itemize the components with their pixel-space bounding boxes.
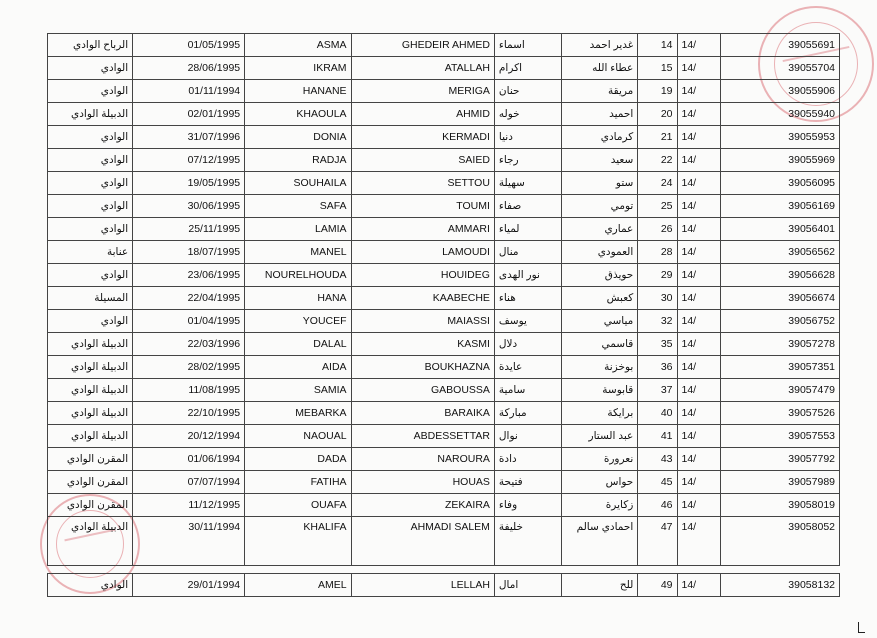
first-name-latin-cell: AIDA — [245, 356, 351, 379]
birth-date-cell: 11/08/1995 — [133, 379, 245, 402]
birth-place-cell: الوادي — [48, 574, 133, 597]
last-name-latin-cell: MAIASSI — [351, 310, 494, 333]
group-code-cell: 14/ — [677, 57, 721, 80]
last-name-arabic-cell: احمادي سالم — [562, 517, 638, 566]
row-number-cell: 19 — [638, 80, 677, 103]
first-name-latin-cell: DALAL — [245, 333, 351, 356]
birth-date-cell: 28/06/1995 — [133, 57, 245, 80]
last-name-arabic-cell: احميد — [562, 103, 638, 126]
first-name-arabic-cell: وفاء — [494, 494, 561, 517]
last-name-latin-cell: KASMI — [351, 333, 494, 356]
row-number-cell: 36 — [638, 356, 677, 379]
last-name-latin-cell: NAROURA — [351, 448, 494, 471]
last-name-latin-cell: ATALLAH — [351, 57, 494, 80]
table-row — [48, 471, 840, 494]
row-number-cell: 40 — [638, 402, 677, 425]
registration-id-cell: 39058132 — [721, 574, 840, 597]
last-name-arabic-cell: تومي — [562, 195, 638, 218]
first-name-latin-cell: OUAFA — [245, 494, 351, 517]
table-row — [48, 241, 840, 264]
birth-date-cell: 29/01/1994 — [133, 574, 245, 597]
row-number-cell: 29 — [638, 264, 677, 287]
first-name-latin-cell: MANEL — [245, 241, 351, 264]
first-name-arabic-cell: فتيحة — [494, 471, 561, 494]
birth-place-cell: الوادي — [48, 80, 133, 103]
student-roster-table — [47, 33, 840, 597]
page-corner-mark — [858, 622, 865, 633]
first-name-arabic-cell: عايدة — [494, 356, 561, 379]
last-name-arabic-cell: مريقة — [562, 80, 638, 103]
last-name-arabic-cell: عماري — [562, 218, 638, 241]
last-name-latin-cell: AHMADI SALEM — [351, 517, 494, 566]
first-name-arabic-cell: دنيا — [494, 126, 561, 149]
registration-id-cell: 39057989 — [721, 471, 840, 494]
spacer-cell — [133, 566, 245, 574]
spacer-cell — [494, 566, 561, 574]
birth-place-cell: الوادي — [48, 218, 133, 241]
row-number-cell: 20 — [638, 103, 677, 126]
first-name-arabic-cell: خوله — [494, 103, 561, 126]
first-name-arabic-cell: دلال — [494, 333, 561, 356]
registration-id-cell: 39058052 — [721, 517, 840, 566]
last-name-arabic-cell: برايكة — [562, 402, 638, 425]
registration-id-cell: 39057479 — [721, 379, 840, 402]
row-number-cell: 43 — [638, 448, 677, 471]
spacer-cell — [677, 566, 721, 574]
last-name-latin-cell: KERMADI — [351, 126, 494, 149]
first-name-latin-cell: KHAOULA — [245, 103, 351, 126]
last-name-arabic-cell: عطاء الله — [562, 57, 638, 80]
birth-place-cell: الوادي — [48, 126, 133, 149]
registration-id-cell: 39057526 — [721, 402, 840, 425]
birth-place-cell: الوادي — [48, 264, 133, 287]
last-name-latin-cell: BOUKHAZNA — [351, 356, 494, 379]
birth-place-cell: الدبيلة الوادي — [48, 356, 133, 379]
group-code-cell: 14/ — [677, 80, 721, 103]
last-name-arabic-cell: العمودي — [562, 241, 638, 264]
birth-place-cell: الدبيلة الوادي — [48, 379, 133, 402]
first-name-arabic-cell: نور الهدى — [494, 264, 561, 287]
spacer-cell — [48, 566, 133, 574]
last-name-arabic-cell: كرمادي — [562, 126, 638, 149]
last-name-latin-cell: ZEKAIRA — [351, 494, 494, 517]
first-name-arabic-cell: دادة — [494, 448, 561, 471]
group-code-cell: 14/ — [677, 287, 721, 310]
last-name-latin-cell: GABOUSSA — [351, 379, 494, 402]
birth-place-cell: المقرن الوادي — [48, 494, 133, 517]
birth-date-cell: 01/05/1995 — [133, 34, 245, 57]
table-row — [48, 310, 840, 333]
birth-place-cell: الدبيلة الوادي — [48, 517, 133, 566]
table-row — [48, 448, 840, 471]
birth-date-cell: 07/07/1994 — [133, 471, 245, 494]
birth-place-cell: المسيلة — [48, 287, 133, 310]
first-name-latin-cell: IKRAM — [245, 57, 351, 80]
registration-id-cell: 39057553 — [721, 425, 840, 448]
registration-id-cell: 39058019 — [721, 494, 840, 517]
last-name-latin-cell: TOUMI — [351, 195, 494, 218]
group-code-cell: 14/ — [677, 195, 721, 218]
first-name-latin-cell: MEBARKA — [245, 402, 351, 425]
group-code-cell: 14/ — [677, 103, 721, 126]
last-name-latin-cell: GHEDEIR AHMED — [351, 34, 494, 57]
last-name-latin-cell: ABDESSETTAR — [351, 425, 494, 448]
birth-date-cell: 07/12/1995 — [133, 149, 245, 172]
birth-place-cell: الوادي — [48, 310, 133, 333]
last-name-arabic-cell: عبد الستار — [562, 425, 638, 448]
first-name-arabic-cell: نوال — [494, 425, 561, 448]
table-row — [48, 356, 840, 379]
last-name-arabic-cell: مياسي — [562, 310, 638, 333]
spacer-cell — [245, 566, 351, 574]
row-number-cell: 15 — [638, 57, 677, 80]
row-number-cell: 26 — [638, 218, 677, 241]
first-name-latin-cell: ASMA — [245, 34, 351, 57]
birth-place-cell: الوادي — [48, 57, 133, 80]
row-number-cell: 21 — [638, 126, 677, 149]
table-row — [48, 402, 840, 425]
birth-date-cell: 22/10/1995 — [133, 402, 245, 425]
group-code-cell: 14/ — [677, 494, 721, 517]
last-name-arabic-cell: قاسمي — [562, 333, 638, 356]
table-row — [48, 425, 840, 448]
group-code-cell: 14/ — [677, 356, 721, 379]
row-number-cell: 28 — [638, 241, 677, 264]
first-name-latin-cell: SOUHAILA — [245, 172, 351, 195]
first-name-arabic-cell: خليفة — [494, 517, 561, 566]
birth-place-cell: الدبيلة الوادي — [48, 425, 133, 448]
birth-date-cell: 30/11/1994 — [133, 517, 245, 566]
row-number-cell: 41 — [638, 425, 677, 448]
first-name-arabic-cell: لمياء — [494, 218, 561, 241]
first-name-latin-cell: SAFA — [245, 195, 351, 218]
last-name-arabic-cell: حويذق — [562, 264, 638, 287]
last-name-arabic-cell: سعيد — [562, 149, 638, 172]
registration-id-cell: 39055704 — [721, 57, 840, 80]
first-name-arabic-cell: هناء — [494, 287, 561, 310]
group-code-cell: 14/ — [677, 574, 721, 597]
table-row — [48, 80, 840, 103]
spacer-cell — [638, 566, 677, 574]
birth-place-cell: عنابة — [48, 241, 133, 264]
group-code-cell: 14/ — [677, 517, 721, 566]
birth-date-cell: 28/02/1995 — [133, 356, 245, 379]
birth-date-cell: 01/04/1995 — [133, 310, 245, 333]
first-name-arabic-cell: منال — [494, 241, 561, 264]
first-name-arabic-cell: يوسف — [494, 310, 561, 333]
last-name-arabic-cell: ستو — [562, 172, 638, 195]
birth-date-cell: 20/12/1994 — [133, 425, 245, 448]
first-name-latin-cell: KHALIFA — [245, 517, 351, 566]
birth-place-cell: الوادي — [48, 172, 133, 195]
first-name-latin-cell: NOURELHOUDA — [245, 264, 351, 287]
first-name-latin-cell: HANA — [245, 287, 351, 310]
group-code-cell: 14/ — [677, 402, 721, 425]
first-name-arabic-cell: رجاء — [494, 149, 561, 172]
table-row — [48, 379, 840, 402]
first-name-latin-cell: DADA — [245, 448, 351, 471]
registration-id-cell: 39056169 — [721, 195, 840, 218]
registration-id-cell: 39057351 — [721, 356, 840, 379]
last-name-latin-cell: KAABECHE — [351, 287, 494, 310]
last-name-arabic-cell: بوخزنة — [562, 356, 638, 379]
group-code-cell: 14/ — [677, 425, 721, 448]
first-name-latin-cell: HANANE — [245, 80, 351, 103]
last-name-arabic-cell: قابوسة — [562, 379, 638, 402]
birth-place-cell: الدبيلة الوادي — [48, 402, 133, 425]
registration-id-cell: 39057792 — [721, 448, 840, 471]
last-name-latin-cell: SAIED — [351, 149, 494, 172]
group-code-cell: 14/ — [677, 172, 721, 195]
birth-place-cell: المقرن الوادي — [48, 448, 133, 471]
birth-date-cell: 18/07/1995 — [133, 241, 245, 264]
registration-id-cell: 39056401 — [721, 218, 840, 241]
row-number-cell: 46 — [638, 494, 677, 517]
last-name-latin-cell: AHMID — [351, 103, 494, 126]
table-row — [48, 34, 840, 57]
table-row — [48, 172, 840, 195]
birth-date-cell: 30/06/1995 — [133, 195, 245, 218]
registration-id-cell: 39056752 — [721, 310, 840, 333]
group-code-cell: 14/ — [677, 471, 721, 494]
registration-id-cell: 39055969 — [721, 149, 840, 172]
group-code-cell: 14/ — [677, 241, 721, 264]
last-name-latin-cell: BARAIKA — [351, 402, 494, 425]
table-row — [48, 126, 840, 149]
roster-body — [48, 34, 840, 597]
registration-id-cell: 39056674 — [721, 287, 840, 310]
group-code-cell: 14/ — [677, 333, 721, 356]
table-row — [48, 218, 840, 241]
birth-place-cell: المقرن الوادي — [48, 471, 133, 494]
birth-date-cell: 22/03/1996 — [133, 333, 245, 356]
first-name-latin-cell: FATIHA — [245, 471, 351, 494]
group-code-cell: 14/ — [677, 448, 721, 471]
first-name-arabic-cell: حنان — [494, 80, 561, 103]
last-name-arabic-cell: زكايرة — [562, 494, 638, 517]
registration-id-cell: 39056628 — [721, 264, 840, 287]
table-row — [48, 574, 840, 597]
last-name-latin-cell: LAMOUDI — [351, 241, 494, 264]
group-code-cell: 14/ — [677, 126, 721, 149]
row-number-cell: 35 — [638, 333, 677, 356]
spacer-cell — [721, 566, 840, 574]
first-name-latin-cell: DONIA — [245, 126, 351, 149]
row-number-cell: 25 — [638, 195, 677, 218]
last-name-latin-cell: HOUIDEG — [351, 264, 494, 287]
row-number-cell: 22 — [638, 149, 677, 172]
table-row — [48, 195, 840, 218]
group-code-cell: 14/ — [677, 379, 721, 402]
birth-date-cell: 19/05/1995 — [133, 172, 245, 195]
spacer-cell — [562, 566, 638, 574]
row-number-cell: 49 — [638, 574, 677, 597]
table-row — [48, 264, 840, 287]
birth-date-cell: 31/07/1996 — [133, 126, 245, 149]
first-name-arabic-cell: سهيلة — [494, 172, 561, 195]
row-number-cell: 24 — [638, 172, 677, 195]
last-name-arabic-cell: نعرورة — [562, 448, 638, 471]
last-name-arabic-cell: للح — [562, 574, 638, 597]
registration-id-cell: 39055940 — [721, 103, 840, 126]
last-name-latin-cell: AMMARI — [351, 218, 494, 241]
registration-id-cell: 39055953 — [721, 126, 840, 149]
table-row — [48, 149, 840, 172]
table-row — [48, 333, 840, 356]
last-name-latin-cell: MERIGA — [351, 80, 494, 103]
birth-date-cell: 11/12/1995 — [133, 494, 245, 517]
registration-id-cell: 39055906 — [721, 80, 840, 103]
table-row — [48, 517, 840, 566]
group-code-cell: 14/ — [677, 149, 721, 172]
row-number-cell: 47 — [638, 517, 677, 566]
first-name-arabic-cell: امال — [494, 574, 561, 597]
birth-date-cell: 22/04/1995 — [133, 287, 245, 310]
last-name-latin-cell: SETTOU — [351, 172, 494, 195]
first-name-arabic-cell: اسماء — [494, 34, 561, 57]
first-name-arabic-cell: مباركة — [494, 402, 561, 425]
birth-place-cell: الدبيلة الوادي — [48, 333, 133, 356]
birth-place-cell: الوادي — [48, 195, 133, 218]
table-row — [48, 287, 840, 310]
birth-date-cell: 23/06/1995 — [133, 264, 245, 287]
first-name-arabic-cell: صفاء — [494, 195, 561, 218]
row-number-cell: 45 — [638, 471, 677, 494]
spacer-cell — [351, 566, 494, 574]
last-name-arabic-cell: حواس — [562, 471, 638, 494]
row-spacer — [48, 566, 840, 574]
first-name-latin-cell: SAMIA — [245, 379, 351, 402]
birth-place-cell: الرباح الوادي — [48, 34, 133, 57]
registration-id-cell: 39055691 — [721, 34, 840, 57]
last-name-latin-cell: LELLAH — [351, 574, 494, 597]
group-code-cell: 14/ — [677, 264, 721, 287]
first-name-latin-cell: NAOUAL — [245, 425, 351, 448]
birth-date-cell: 02/01/1995 — [133, 103, 245, 126]
first-name-arabic-cell: سامية — [494, 379, 561, 402]
first-name-arabic-cell: اكرام — [494, 57, 561, 80]
first-name-latin-cell: RADJA — [245, 149, 351, 172]
last-name-arabic-cell: كعبش — [562, 287, 638, 310]
group-code-cell: 14/ — [677, 34, 721, 57]
row-number-cell: 37 — [638, 379, 677, 402]
last-name-arabic-cell: غدير احمد — [562, 34, 638, 57]
birth-date-cell: 01/06/1994 — [133, 448, 245, 471]
registration-id-cell: 39056562 — [721, 241, 840, 264]
registration-id-cell: 39056095 — [721, 172, 840, 195]
table-row — [48, 57, 840, 80]
group-code-cell: 14/ — [677, 218, 721, 241]
birth-date-cell: 25/11/1995 — [133, 218, 245, 241]
row-number-cell: 30 — [638, 287, 677, 310]
birth-place-cell: الوادي — [48, 149, 133, 172]
first-name-latin-cell: LAMIA — [245, 218, 351, 241]
registration-id-cell: 39057278 — [721, 333, 840, 356]
first-name-latin-cell: AMEL — [245, 574, 351, 597]
row-number-cell: 32 — [638, 310, 677, 333]
table-row — [48, 494, 840, 517]
birth-place-cell: الدبيلة الوادي — [48, 103, 133, 126]
first-name-latin-cell: YOUCEF — [245, 310, 351, 333]
row-number-cell: 14 — [638, 34, 677, 57]
table-row — [48, 103, 840, 126]
last-name-latin-cell: HOUAS — [351, 471, 494, 494]
birth-date-cell: 01/11/1994 — [133, 80, 245, 103]
group-code-cell: 14/ — [677, 310, 721, 333]
